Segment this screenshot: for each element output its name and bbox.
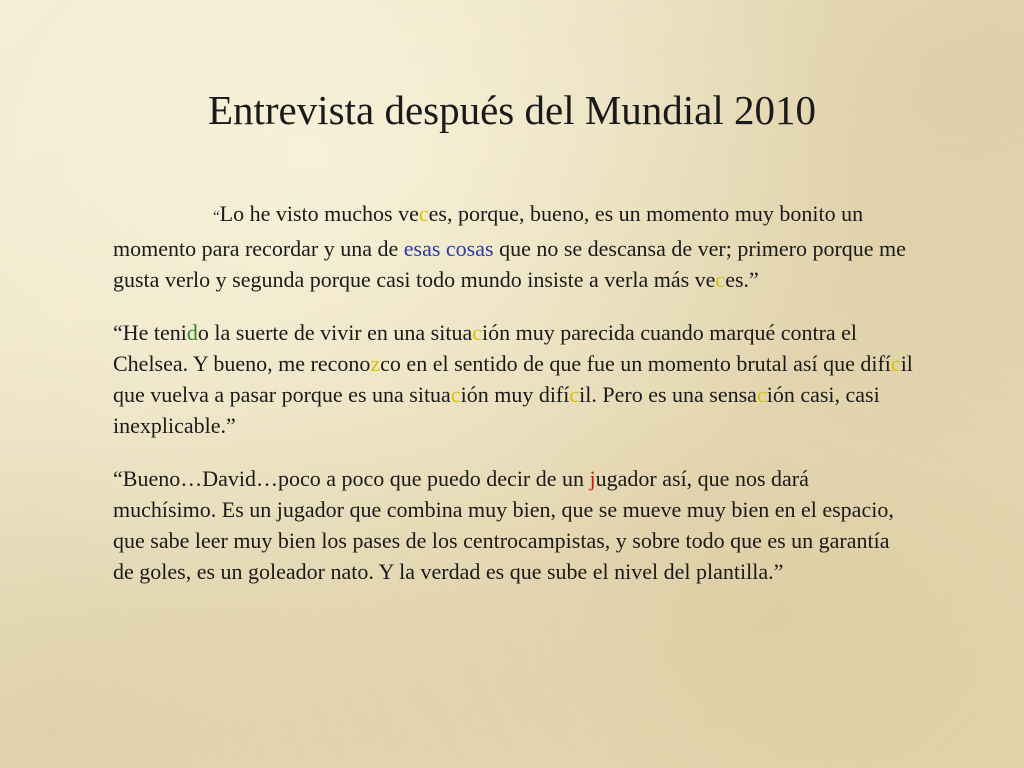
slide-body <box>113 198 913 609</box>
highlighted-letter: esas cosas <box>403 236 494 261</box>
highlighted-letter: d <box>186 320 198 345</box>
highlighted-letter: c <box>890 351 901 376</box>
text-segment: “He teni <box>113 320 187 345</box>
highlighted-letter: c <box>715 267 726 292</box>
highlighted-letter: c <box>418 201 429 226</box>
text-segment: que no se descansa de ver; primero porque me gusta verlo y segunda porque casi todo mundo insiste a verla más ve <box>113 236 906 292</box>
slide-title: Entrevista después del Mundial 2010 <box>207 87 817 133</box>
text-segment: il que vuelva a pasar porque es una situa <box>113 351 913 407</box>
text-segment: es, porque, bueno, es un momento muy bonito un momento para recordar y una de <box>113 201 864 261</box>
text-segment: il. Pero es una sensa <box>579 382 757 407</box>
highlighted-letter: c <box>569 382 580 407</box>
text-segment: ión casi, casi inexplicable.” <box>113 382 880 438</box>
text-segment: o la suerte de vivir en una situa <box>197 320 473 345</box>
text-segment: es.” <box>725 267 759 292</box>
text-segment: “Bueno…David…poco a poco que puedo decir de un <box>113 466 590 491</box>
highlighted-letter: c <box>450 382 461 407</box>
text-segment: ión muy difí <box>460 382 570 407</box>
quote-paragraph-2 <box>113 317 913 441</box>
quote-paragraph-1 <box>113 198 913 295</box>
text-segment: Lo he visto muchos ve <box>219 201 419 226</box>
text-segment: ión muy parecida cuando marqué contra el Chelsea. Y bueno, me recono <box>113 320 858 376</box>
highlighted-letter: c <box>472 320 482 345</box>
highlighted-letter: “ <box>213 209 220 225</box>
highlighted-letter: z <box>370 351 381 376</box>
quote-paragraph-3 <box>113 463 913 587</box>
highlighted-letter: j <box>589 466 596 491</box>
text-segment: ugador así, que nos dará muchísimo. Es un jugador que combina muy bien, que se mueve muy bien en el espacio, que sabe leer muy bien los pases de los centrocampistas, y sobre todo que es un garantía de goles, es un goleador nato. Y la verdad es que sube el nivel del plantilla.” <box>113 466 894 584</box>
text-segment: co en el sentido de que fue un momento brutal así que difí <box>380 351 891 376</box>
highlighted-letter: c <box>756 382 767 407</box>
